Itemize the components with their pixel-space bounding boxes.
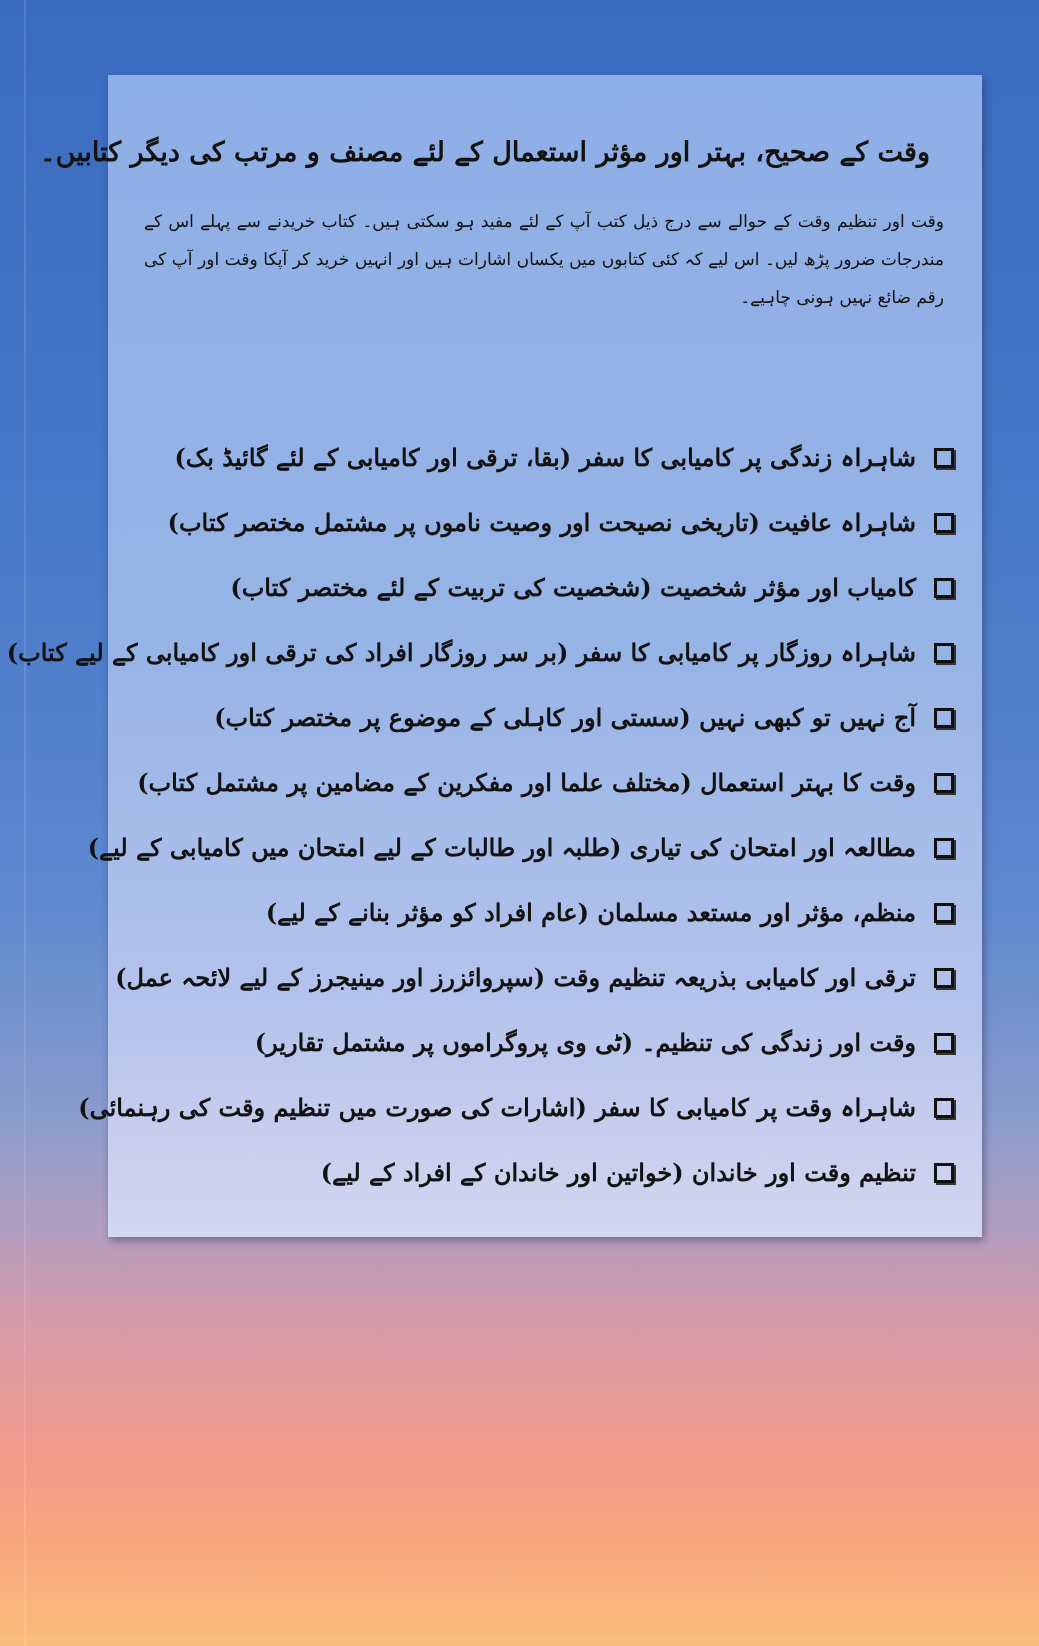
book-title: شاہراہ روزگار پر کامیابی کا سفر (بر سر روزگار افراد کی ترقی اور کامیابی کے لیے کتاب)	[6, 638, 916, 667]
checkbox-icon	[934, 1098, 954, 1118]
checkbox-icon	[934, 903, 954, 923]
checkbox-icon	[934, 773, 954, 793]
checkbox-icon	[934, 643, 954, 663]
book-list	[7, 425, 954, 1205]
book-item	[7, 685, 954, 750]
checkbox-icon	[934, 968, 954, 988]
book-title: منظم، مؤثر اور مستعد مسلمان (عام افراد کو مؤثر بنانے کے لیے)	[265, 898, 916, 927]
book-item	[7, 1010, 954, 1075]
book-item	[7, 555, 954, 620]
book-item	[7, 490, 954, 555]
checkbox-icon	[934, 448, 954, 468]
book-item	[7, 815, 954, 880]
book-title: ترقی اور کامیابی بذریعہ تنظیم وقت (سپروائزرز اور مینیجرز کے لیے لائحہ عمل)	[115, 963, 916, 992]
book-title: مطالعہ اور امتحان کی تیاری (طلبہ اور طالبات کے لیے امتحان میں کامیابی کے لیے)	[87, 833, 916, 862]
book-title: وقت اور زندگی کی تنظیم۔ (ٹی وی پروگراموں پر مشتمل تقاریر)	[254, 1028, 916, 1057]
checkbox-icon	[934, 513, 954, 533]
checkbox-icon	[934, 1163, 954, 1183]
checkbox-icon	[934, 1033, 954, 1053]
book-item	[7, 945, 954, 1010]
book-title: شاہراہ زندگی پر کامیابی کا سفر (بقا، ترقی اور کامیابی کے لئے گائیڈ بک)	[174, 443, 916, 472]
book-item	[7, 750, 954, 815]
panel-heading: وقت کے صحیح، بہتر اور مؤثر استعمال کے لئے مصنف و مرتب کی دیگر کتابیں۔	[39, 137, 930, 168]
checkbox-icon	[934, 708, 954, 728]
book-title: کامیاب اور مؤثر شخصیت (شخصیت کی تربیت کے لئے مختصر کتاب)	[230, 573, 916, 602]
book-item	[7, 620, 954, 685]
intro-paragraph: وقت اور تنظیم وقت کے حوالے سے درج ذیل کتب آپ کے لئے مفید ہو سکتی ہیں۔ کتاب خریدنے سے پہلے اس کے مندرجات ضرور پڑھ لیں۔ اس لیے کہ کئی کتابوں میں یکساں اشارات ہیں اور انہیں خرید کر آپکا وقت اور آپ کی رقم ضائع نہیں ہونی چاہیے۔	[144, 212, 944, 308]
book-item	[7, 880, 954, 945]
book-title: شاہراہ عافیت (تاریخی نصیحت اور وصیت ناموں پر مشتمل مختصر کتاب)	[167, 508, 916, 537]
book-title: شاہراہ وقت پر کامیابی کا سفر (اشارات کی صورت میں تنظیم وقت کی رہنمائی)	[78, 1093, 916, 1122]
checkbox-icon	[934, 578, 954, 598]
book-item	[7, 1140, 954, 1205]
checkbox-icon	[934, 838, 954, 858]
book-list-panel	[6, 75, 982, 1237]
book-title: وقت کا بہتر استعمال (مختلف علما اور مفکرین کے مضامین پر مشتمل کتاب)	[137, 768, 916, 797]
book-title: تنظیم وقت اور خاندان (خواتین اور خاندان کے افراد کے لیے)	[320, 1158, 916, 1187]
book-title: آج نہیں تو کبھی نہیں (سستی اور کاہلی کے موضوع پر مختصر کتاب)	[214, 703, 916, 732]
book-item	[7, 1075, 954, 1140]
book-item	[7, 425, 954, 490]
